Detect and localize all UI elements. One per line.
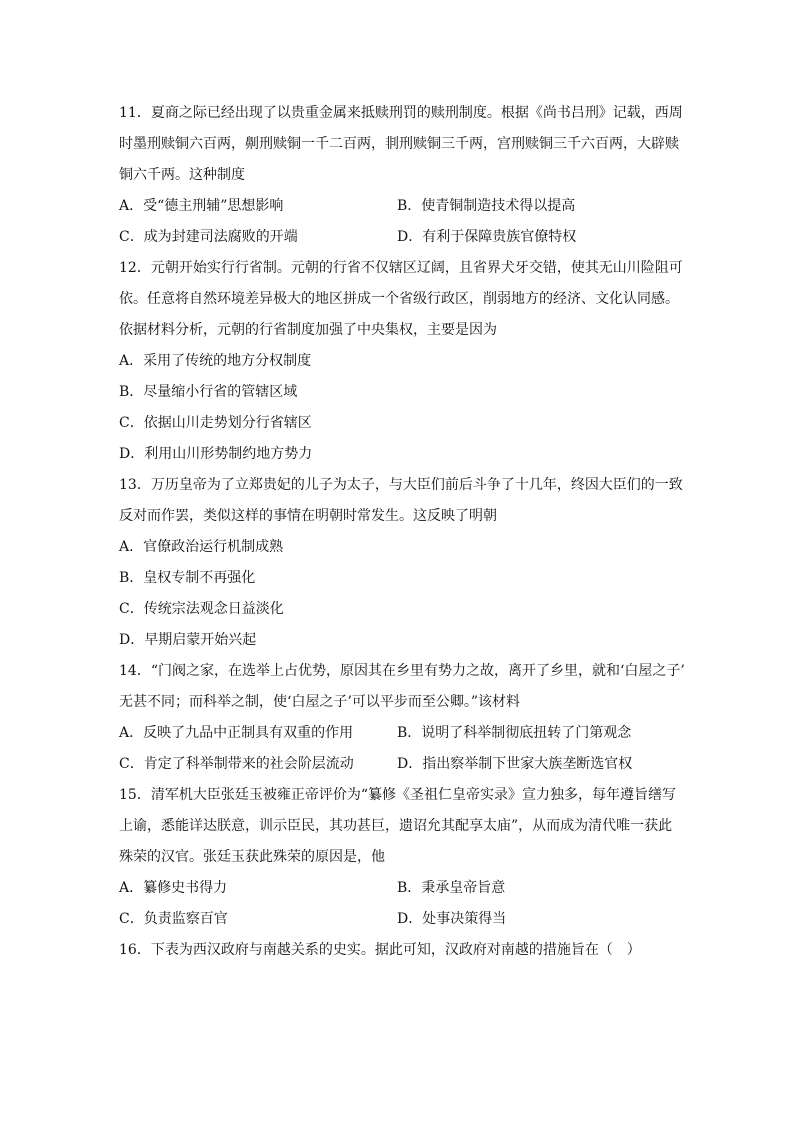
question-15-line-3: 殊荣的汉官。张廷玉获此殊荣的原因是，他: [119, 849, 385, 865]
question-15-line-1: 15．清军机大臣张廷玉被雍正帝评价为“纂修《圣祖仁皇帝实录》宣力独多，每年遵旨缮写: [119, 787, 676, 803]
question-11-option-a: A．受“德主刑辅”思想影响: [119, 198, 284, 214]
question-15-option-d: D．处事决策得当: [397, 911, 507, 927]
question-14: [119, 656, 685, 780]
question-14-line-1: 14．“门阀之家，在选举上占优势，原因其在乡里有势力之故，离开了乡里，就和‘白屋之子’: [119, 663, 685, 679]
question-12: [119, 253, 683, 470]
question-11-line-3: 铜六千两。这种制度: [119, 167, 245, 183]
question-15-line-2: 上谕，悉能详达朕意，训示臣民，其功甚巨，遗诏允其配享太庙”，从而成为清代唯一获此: [119, 818, 673, 834]
question-11-options-row-2: [119, 222, 679, 253]
question-11: [119, 98, 683, 253]
question-14-option-c: C．肯定了科举制带来的社会阶层流动: [119, 756, 354, 772]
question-14-option-d: D．指出察举制下世家大族垄断选官权: [397, 756, 633, 772]
question-15-option-c: C．负责监察百官: [119, 911, 228, 927]
question-11-line-1: 11．夏商之际已经出现了以贵重金属来抵赎刑罚的赎刑制度。根据《尚书吕刑》记载，西周: [119, 105, 683, 121]
question-12-option-a: A．采用了传统的地方分权制度: [119, 353, 312, 369]
question-11-option-c: C．成为封建司法腐败的开端: [119, 229, 298, 245]
question-list: [119, 98, 685, 966]
question-12-option-b: B．尽量缩小行省的管辖区域: [119, 384, 298, 400]
question-11-option-b: B．使青铜制造技术得以提高: [397, 198, 576, 214]
question-14-option-a: A．反映了九品中正制具有双重的作用: [119, 725, 354, 741]
question-11-options-row-1: [119, 191, 679, 222]
question-11-option-d: D．有利于保障贵族官僚特权: [397, 229, 577, 245]
question-15-option-a: A．纂修史书得力: [119, 880, 228, 896]
question-14-line-2: 无甚不同；而科举之制，使‘白屋之子’可以平步而至公卿。”该材料: [119, 694, 521, 710]
question-14-option-b: B．说明了科举制彻底扭转了门第观念: [397, 725, 632, 741]
question-12-line-1: 12．元朝开始实行行省制。元朝的行省不仅辖区辽阔，且省界犬牙交错，使其无山川险阻可: [119, 260, 683, 276]
question-12-option-c: C．依据山川走势划分行省辖区: [119, 415, 312, 431]
question-11-line-2: 时墨刑赎铜六百两，劓刑赎铜一千二百两，剕刑赎铜三千两，宫刑赎铜三千六百两，大辟赎: [119, 136, 679, 152]
question-13-option-a: A．官僚政治运行机制成熟: [119, 539, 284, 555]
question-13-option-b: B．皇权专制不再强化: [119, 570, 256, 586]
question-15-options-row-1: [119, 873, 679, 904]
question-12-option-d: D．利用山川形势制约地方势力: [119, 446, 313, 462]
question-16: [119, 935, 679, 966]
question-13-option-d: D．早期启蒙开始兴起: [119, 632, 257, 648]
question-13: [119, 470, 683, 656]
question-14-options-row-1: [119, 718, 679, 749]
question-15-options-row-2: [119, 904, 679, 935]
question-13-line-1: 13．万历皇帝为了立郑贵妃的儿子为太子，与大臣们前后斗争了十几年，终因大臣们的一致: [119, 477, 683, 493]
question-13-line-2: 反对而作罢，类似这样的事情在明朝时常发生。这反映了明朝: [119, 508, 497, 524]
question-12-line-2: 依。任意将自然环境差异极大的地区拼成一个省级行政区，削弱地方的经济、文化认同感。: [119, 291, 679, 307]
question-14-options-row-2: [119, 749, 679, 780]
question-15: [119, 780, 679, 935]
question-12-line-3: 依据材料分析，元朝的行省制度加强了中央集权，主要是因为: [119, 322, 497, 338]
question-16-line-1: 16．下表为西汉政府与南越关系的史实。据此可知，汉政府对南越的措施旨在（ ）: [119, 942, 641, 958]
question-13-option-c: C．传统宗法观念日益淡化: [119, 601, 284, 617]
question-15-option-b: B．秉承皇帝旨意: [397, 880, 506, 896]
